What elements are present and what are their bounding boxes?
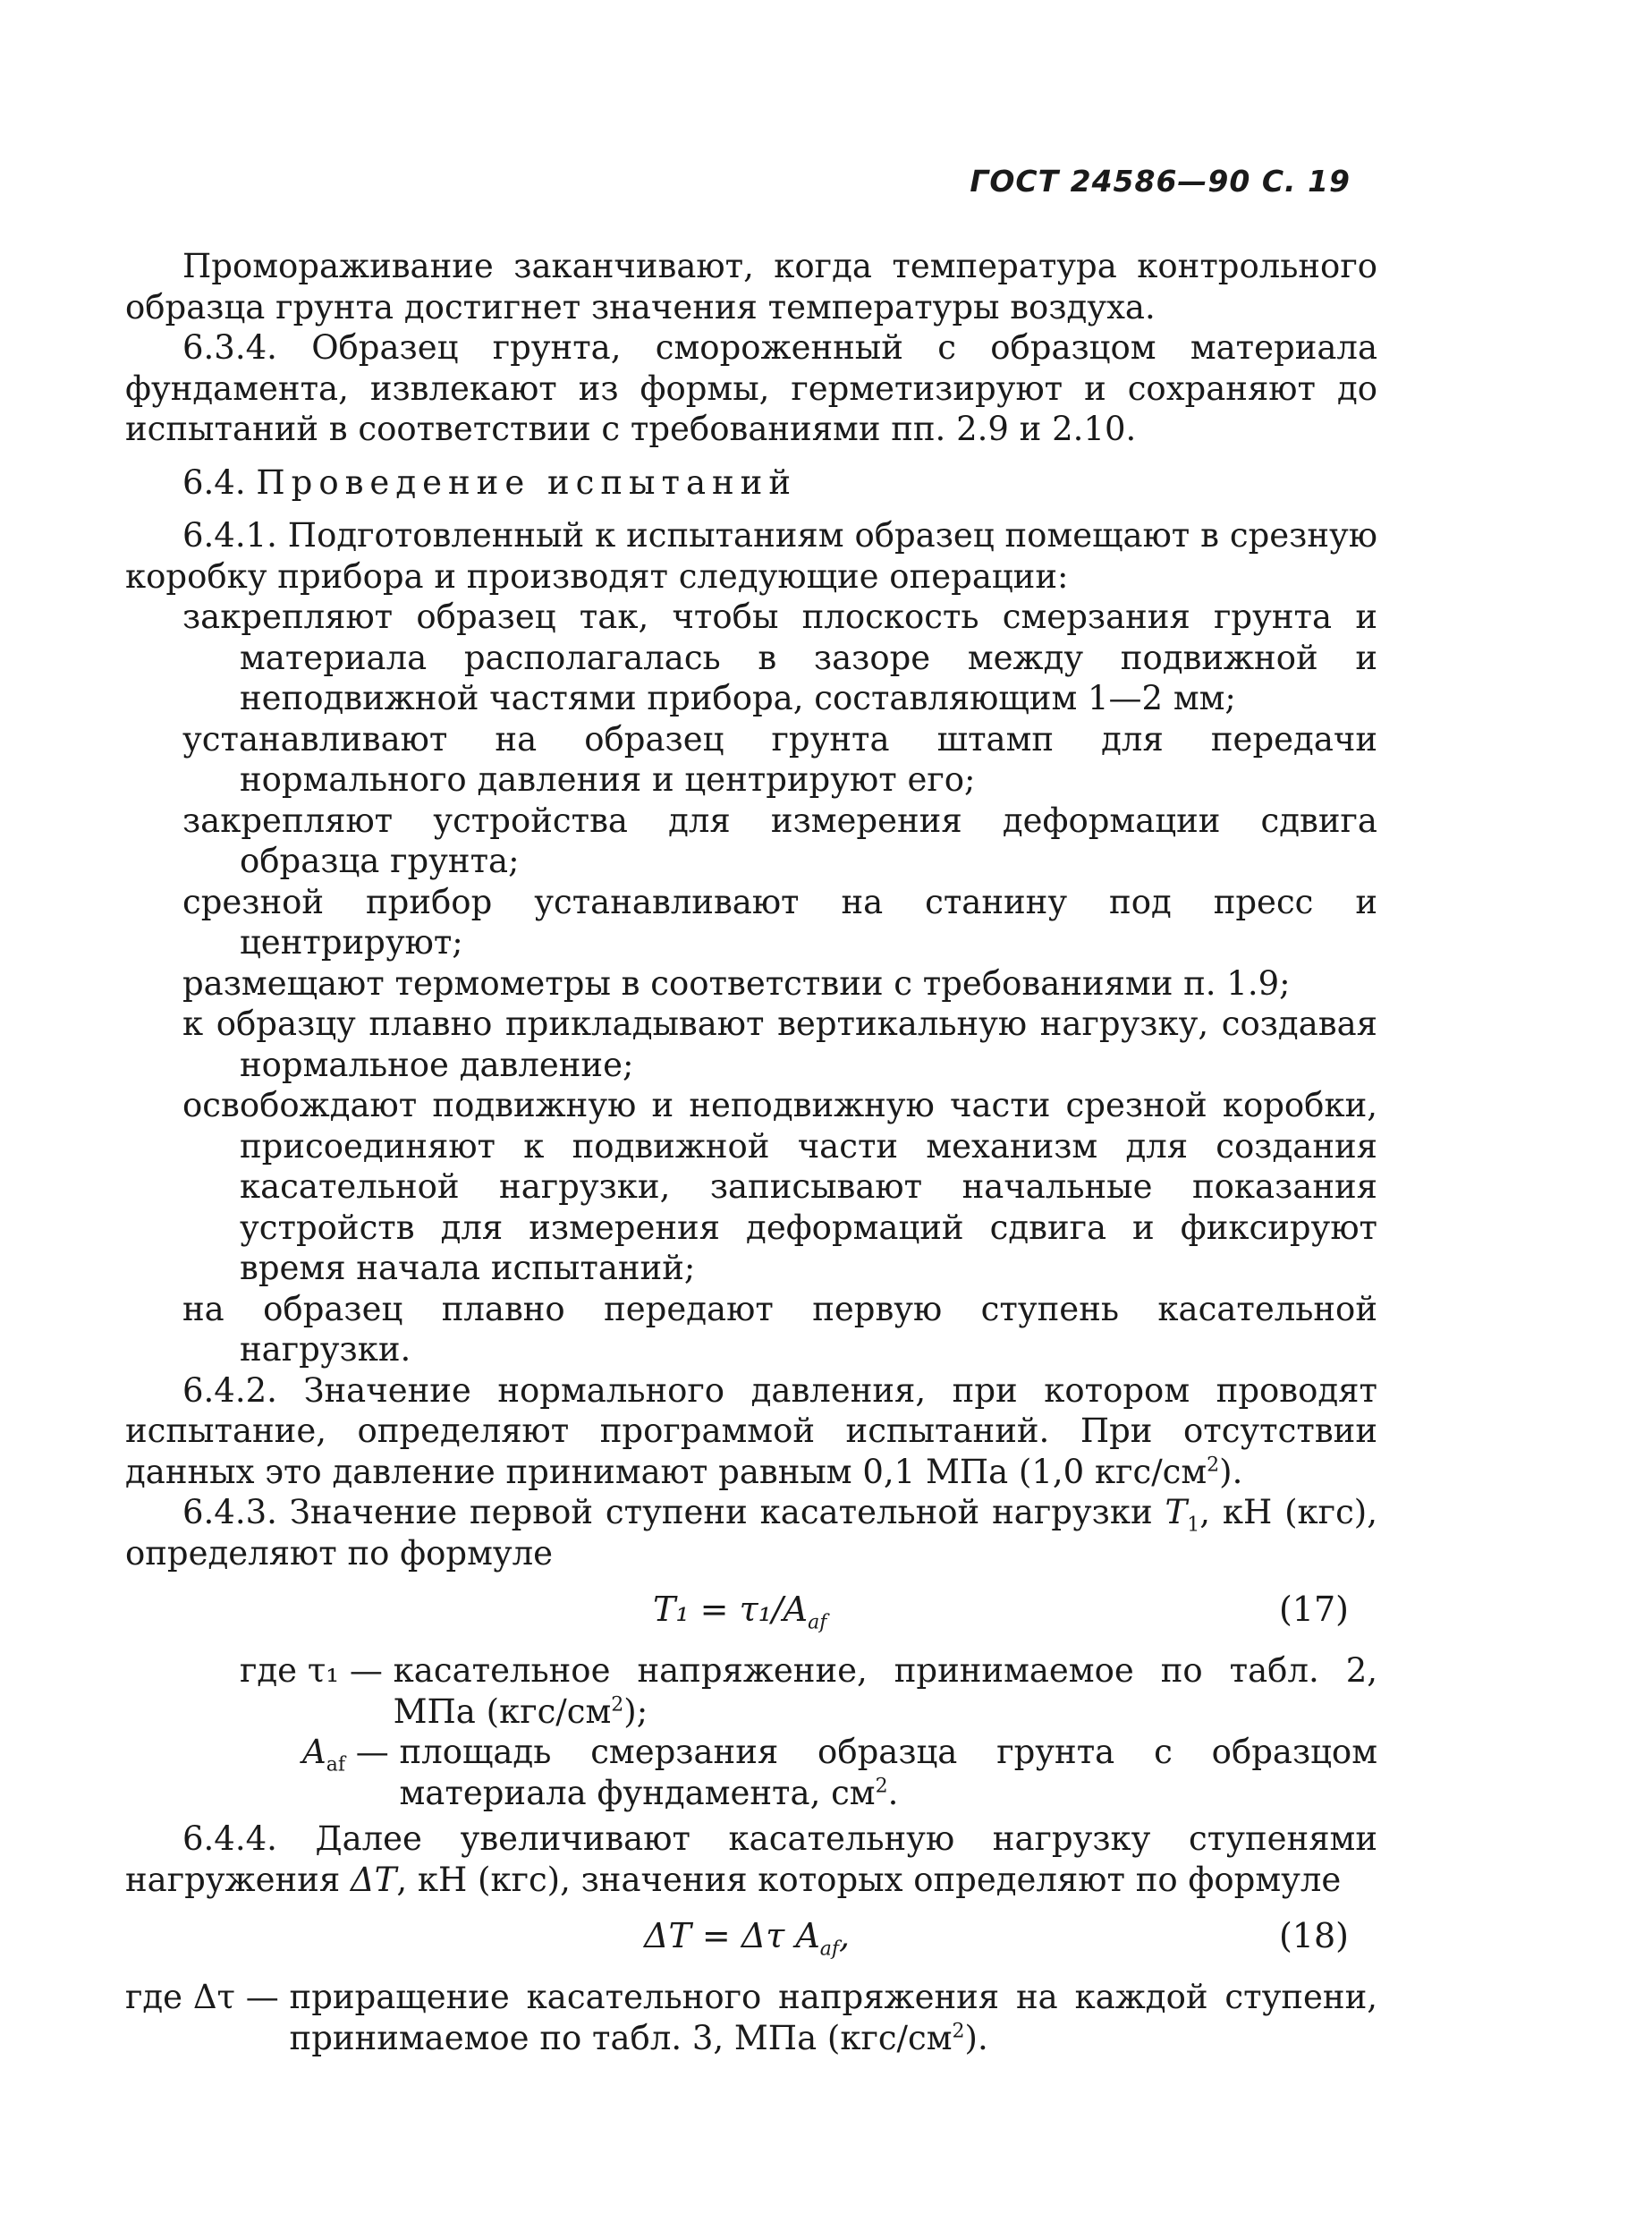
section-heading: [125, 462, 1377, 504]
operation-item: освобождают подвижную и неподвижную части срезной коробки, присоединяют к подвижной части механизм для создания касательной нагрузки, записывают начальные показания устройств для измерения деформаций сдвига и фиксируют время начала испытаний;: [182, 1086, 1377, 1287]
section-title: Проведение испытаний: [256, 462, 797, 502]
operation-item: размещают термометры в соответствии с требованиями п. 1.9;: [182, 963, 1291, 1003]
page-header: ГОСТ 24586—90 С. 19: [970, 164, 1351, 199]
definition-text: площадь смерзания образца грунта с образцом материала фундамента, $см^2$.: [399, 1733, 1377, 1812]
definition-aaf: [125, 1732, 1377, 1813]
definition-delta-tau: [125, 1977, 1377, 2058]
definition-text: касательное напряжение, принимаемое по табл. 2, МПа $(кгс/см^2)$;: [393, 1651, 1377, 1731]
definition-text: приращение касательного напряжения на каждой ступени, принимаемое по табл. 3, МПа $(кгс/см^2)$.: [289, 1978, 1377, 2057]
formula-17-number: (17): [1278, 1590, 1349, 1629]
paragraph-6-4-4: 6.4.4. Далее увеличивают касательную нагрузку ступенями нагружения ΔT, кН (кгс), значения которых определяют по формуле: [125, 1819, 1377, 1899]
operation-item: на образец плавно передают первую ступень касательной нагрузки.: [182, 1289, 1377, 1369]
paragraph-freezing-end: Промораживание заканчивают, когда температура контрольного образца грунта достигнет значения температуры воздуха.: [125, 247, 1377, 326]
operation-item: закрепляют устройства для измерения деформации сдвига образца грунта;: [182, 801, 1377, 880]
formula-18: [125, 1912, 1377, 1964]
document-body: [125, 246, 1377, 2058]
operation-item: к образцу плавно прикладывают вертикальную нагрузку, создавая нормальное давление;: [182, 1005, 1377, 1084]
definition-tau1: [125, 1650, 1377, 1732]
paragraph-6-4-3: 6.4.3. Значение первой ступени касательной нагрузки $T_1$, кН (кгс), определяют по формуле: [125, 1493, 1377, 1573]
definition-symbol: где τ₁ —: [240, 1651, 394, 1690]
definition-symbol: где Δτ —: [125, 1978, 290, 2016]
operation-item: срезной прибор устанавливают на станину под пресс и центрируют;: [182, 882, 1377, 962]
paragraph-6-4-1: 6.4.1. Подготовленный к испытаниям образец помещают в срезную коробку прибора и производят следующие операции:: [125, 516, 1377, 596]
operation-item: устанавливают на образец грунта штамп для передачи нормального давления и центрируют его;: [182, 719, 1377, 799]
paragraph-6-3-4: 6.3.4. Образец грунта, смороженный с образцом материала фундамента, извлекают из формы, герметизируют и сохраняют до испытаний в соответствии с требованиями пп. 2.9 и 2.10.: [125, 328, 1377, 448]
formula-17-expression: $T_1 = \tau_1/A_{af}$: [653, 1590, 827, 1634]
definition-symbol: $A_{af}$ —: [302, 1733, 400, 1776]
paragraph-6-4-2: 6.4.2. Значение нормального давления, при котором проводят испытание, определяют программой испытаний. При отсутствии данных это давление принимают равным 0,1 МПа (1,0 кгс/$см^2$).: [125, 1370, 1377, 1491]
section-number: 6.4.: [182, 462, 246, 502]
formula-18-expression: ΔT = Δτ $A_{af}$,: [644, 1916, 851, 1961]
operation-item: закрепляют образец так, чтобы плоскость смерзания грунта и материала располагалась в зазоре между подвижной и неподвижной частями прибора, составляющим 1—2 мм;: [182, 598, 1377, 717]
formula-18-number: (18): [1278, 1916, 1349, 1955]
formula-17: [125, 1586, 1377, 1638]
